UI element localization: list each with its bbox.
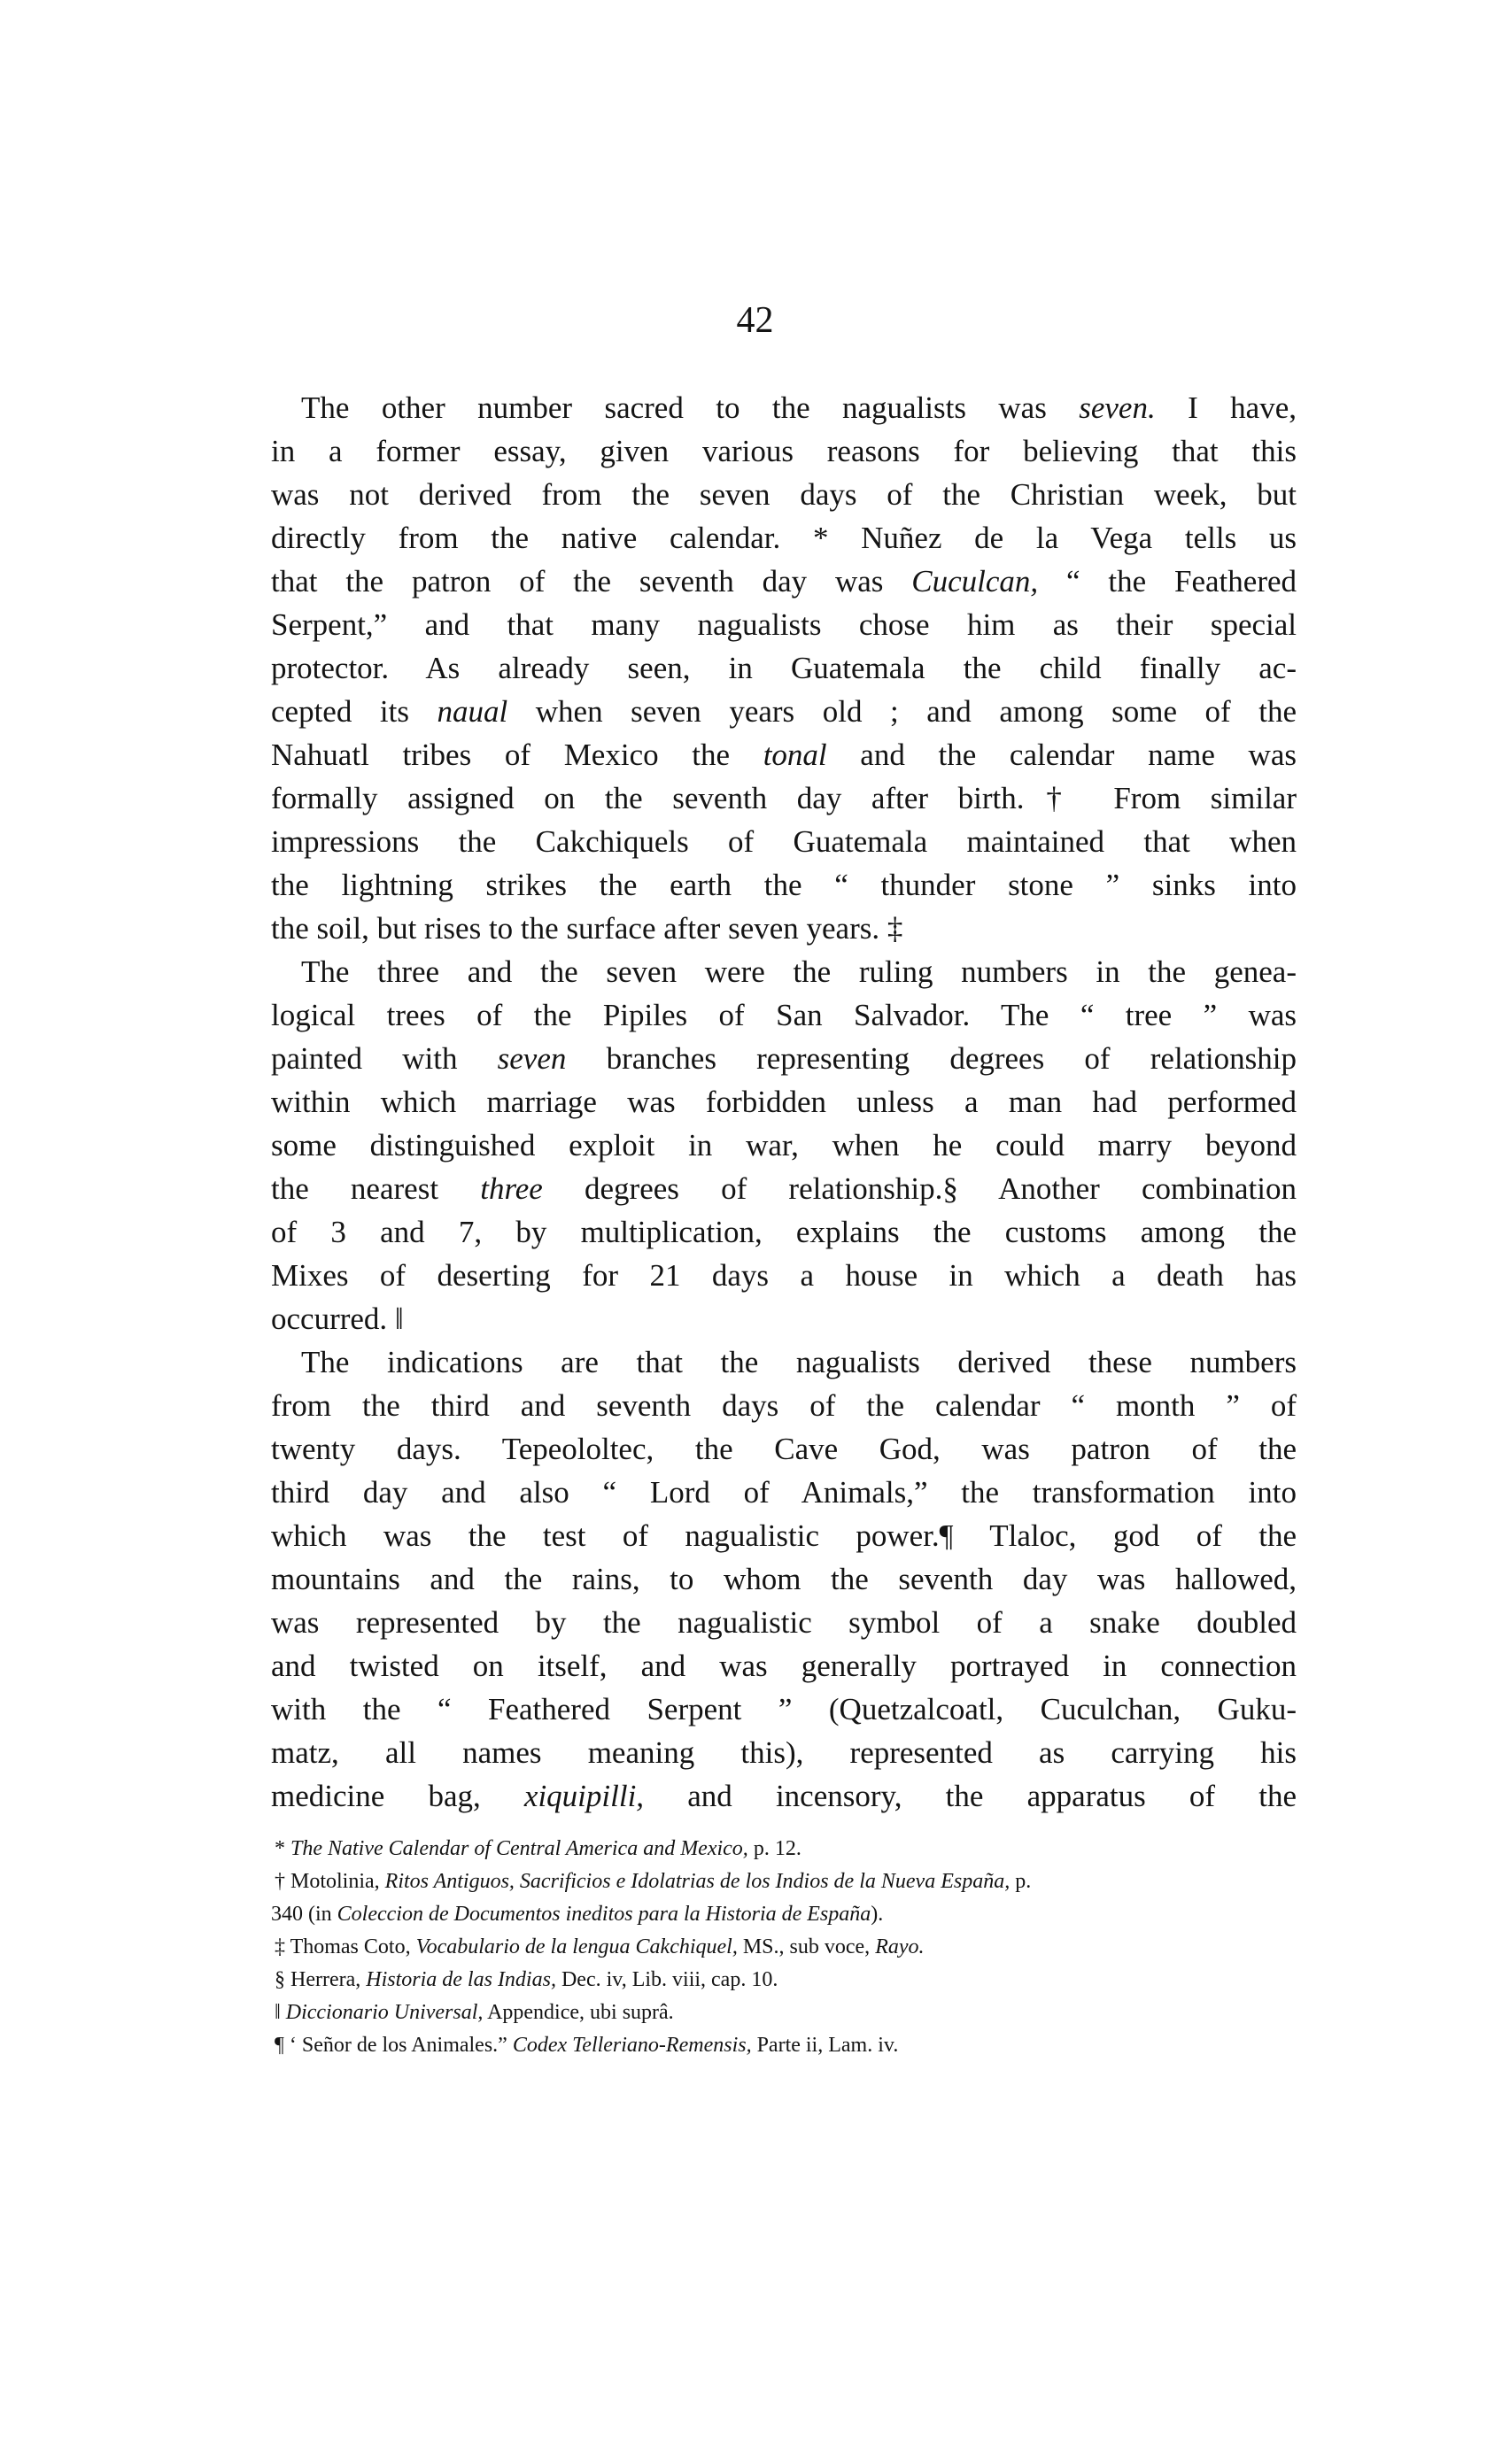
footnotes-text: p.: [1010, 1870, 1032, 1893]
body_lines-line: [271, 1644, 1297, 1688]
footnotes-italic-text: Rayo.: [875, 1935, 925, 1958]
footnotes-line: [271, 1865, 1297, 1898]
body_lines-text: which was the test of nagualistic power.¶ Tlaloc, god of the: [271, 1518, 1297, 1553]
body_lines-line: [271, 1514, 1297, 1557]
body_lines-text: and the calendar name was: [826, 738, 1297, 772]
body_lines-line: [271, 516, 1297, 560]
body_lines-text: branches representing degrees of relationship: [566, 1041, 1297, 1076]
body_lines-text: that the patron of the seventh day was: [271, 564, 912, 599]
body_lines-text: “ the Feathered: [1038, 564, 1297, 599]
body_lines-line: [271, 907, 1297, 950]
body_lines-text: was not derived from the seven days of the Christian week, but: [271, 477, 1297, 512]
body_lines-text: twenty days. Tepeololtec, the Cave God, was patron of the: [271, 1432, 1297, 1466]
footnotes-text: *: [275, 1837, 290, 1860]
body_lines-line: [271, 560, 1297, 603]
body_lines-text: The indications are that the nagualists derived these numbers: [301, 1345, 1297, 1379]
body_lines-text: from the third and seventh days of the calendar “ month ” of: [271, 1388, 1297, 1423]
body_lines-line: [271, 1601, 1297, 1644]
body_lines-text: formally assigned on the seventh day after birth.† From similar: [271, 781, 1297, 815]
footnotes-text: 340 (in: [271, 1903, 337, 1926]
body_lines-text: directly from the native calendar. * Nuñez de la Vega tells us: [271, 521, 1297, 555]
footnotes-text: † Motolinia,: [275, 1870, 385, 1893]
body_lines-line: [271, 1254, 1297, 1297]
body_lines-italic-text: Cuculcan,: [911, 564, 1039, 599]
body_lines-text: third day and also “ Lord of Animals,” the transformation into: [271, 1475, 1297, 1510]
body_lines-text: degrees of relationship.§ Another combination: [542, 1171, 1297, 1206]
body_lines-line: [271, 776, 1297, 820]
body_lines-line: [271, 1471, 1297, 1514]
body_lines-text: and incensory, the apparatus of the: [644, 1779, 1297, 1813]
body_lines-text: when seven years old ; and among some of the: [507, 694, 1297, 729]
body_lines-text: within which marriage was forbidden unless a man had performed: [271, 1085, 1297, 1119]
page-number: 42: [736, 300, 774, 341]
footnotes-text: ‡ Thomas Coto,: [275, 1935, 416, 1958]
body_lines-text: some distinguished exploit in war, when he could marry beyond: [271, 1128, 1297, 1162]
body_lines-text: Mixes of deserting for 21 days a house in which a death has: [271, 1258, 1297, 1293]
body_lines-italic-text: seven.: [1079, 390, 1156, 425]
footnotes-italic-text: Coleccion de Documentos ineditos para la Historia de España: [337, 1903, 871, 1926]
body_lines-line: [271, 1688, 1297, 1731]
body_lines-line: [271, 1774, 1297, 1818]
body_lines-text: The three and the seven were the ruling numbers in the genea-: [301, 954, 1297, 989]
body_lines-line: [271, 1427, 1297, 1471]
footnotes-text: ).: [871, 1903, 884, 1926]
body_lines-italic-text: xiquipilli,: [523, 1779, 645, 1813]
body_lines-italic-text: tonal: [763, 738, 827, 772]
body_lines-text: of 3 and 7, by multiplication, explains the customs among the: [271, 1215, 1297, 1249]
body_lines-text: the soil, but rises to the surface after seven years. ‡: [271, 911, 903, 946]
body_lines-line: [271, 1731, 1297, 1774]
footnotes-italic-text: Vocabulario de la lengua Cakchiquel,: [415, 1935, 738, 1958]
footnotes-italic-text: Diccionario Universal,: [285, 2001, 484, 2024]
body_lines-line: [271, 429, 1297, 473]
footnotes-line: [271, 1931, 1297, 1964]
body_lines-italic-text: seven: [497, 1041, 567, 1076]
footnotes-text: p. 12.: [747, 1837, 801, 1860]
body_lines-line: [271, 820, 1297, 863]
body_lines-text: painted with: [271, 1041, 498, 1076]
body_lines-text: mountains and the rains, to whom the seventh day was hallowed,: [271, 1562, 1297, 1596]
body_lines-text: medicine bag,: [271, 1779, 524, 1813]
footnotes-text: Dec. iv, Lib. viii, cap. 10.: [555, 1968, 778, 1991]
body_lines-line: [271, 1557, 1297, 1601]
body_lines-line: [271, 733, 1297, 776]
body_lines-line: [271, 1080, 1297, 1124]
footnotes-text: Parte ii, Lam. iv.: [751, 2034, 899, 2057]
body_lines-line: [271, 690, 1297, 733]
footnotes-text: ‖: [275, 2001, 286, 2024]
body_lines-text: Serpent,” and that many nagualists chose him as their special: [271, 607, 1297, 642]
body-text: [271, 386, 1297, 1818]
body_lines-line: [271, 603, 1297, 646]
body_lines-line: [271, 1037, 1297, 1080]
body_lines-line: [271, 1210, 1297, 1254]
body_lines-line: [271, 386, 1297, 429]
footnotes-line: [271, 1997, 1297, 2029]
body_lines-text: the nearest: [271, 1171, 481, 1206]
body_lines-text: occurred. ‖: [271, 1302, 404, 1336]
body_lines-text: The other number sacred to the nagualists was: [301, 390, 1080, 425]
footnotes-italic-text: Historia de las Indias,: [366, 1968, 556, 1991]
body_lines-line: [271, 1297, 1297, 1340]
body_lines-line: [271, 950, 1297, 993]
footnotes-italic-text: Codex Telleriano-Remensis,: [512, 2034, 752, 2057]
body_lines-text: I have,: [1155, 390, 1297, 425]
body_lines-text: with the “ Feathered Serpent ” (Quetzalcoatl, Cuculchan, Guku-: [271, 1692, 1297, 1726]
body_lines-text: logical trees of the Pipiles of San Salvador. The “ tree ” was: [271, 998, 1297, 1032]
footnotes-line: [271, 2029, 1297, 2062]
footnotes-line: [271, 1833, 1297, 1865]
body_lines-line: [271, 646, 1297, 690]
footnotes-line: [271, 1964, 1297, 1997]
footnotes-line: [271, 1898, 1297, 1931]
body_lines-text: and twisted on itself, and was generally portrayed in connection: [271, 1649, 1297, 1683]
body_lines-line: [271, 1167, 1297, 1210]
footnotes-italic-text: The Native Calendar of Central America and Mexico,: [290, 1837, 748, 1860]
body_lines-text: matz, all names meaning this), represented as carrying his: [271, 1735, 1297, 1770]
body_lines-text: in a former essay, given various reasons for believing that this: [271, 434, 1297, 468]
body_lines-italic-text: naual: [437, 694, 508, 729]
footnotes-text: MS., sub voce,: [737, 1935, 876, 1958]
body_lines-line: [271, 1384, 1297, 1427]
footnotes-text: ¶ ‘ Señor de los Animales.”: [275, 2034, 513, 2057]
body_lines-line: [271, 473, 1297, 516]
body_lines-text: cepted its: [271, 694, 438, 729]
body_lines-line: [271, 1340, 1297, 1384]
body_lines-line: [271, 993, 1297, 1037]
footnotes-text: § Herrera,: [275, 1968, 367, 1991]
body_lines-line: [271, 1124, 1297, 1167]
body_lines-line: [271, 863, 1297, 907]
footnotes-text: Appendice, ubi suprâ.: [483, 2001, 674, 2024]
footnotes: [271, 1833, 1297, 2062]
body_lines-text: protector. As already seen, in Guatemala the child finally ac-: [271, 651, 1297, 685]
footnotes-italic-text: Ritos Antiguos, Sacrificios e Idolatrias de los Indios de la Nueva España,: [384, 1870, 1011, 1893]
body_lines-text: Nahuatl tribes of Mexico the: [271, 738, 763, 772]
body_lines-text: was represented by the nagualistic symbol of a snake doubled: [271, 1605, 1297, 1640]
body_lines-italic-text: three: [480, 1171, 543, 1206]
body_lines-text: impressions the Cakchiquels of Guatemala maintained that when: [271, 824, 1297, 859]
body_lines-text: the lightning strikes the earth the “ thunder stone ” sinks into: [271, 868, 1297, 902]
